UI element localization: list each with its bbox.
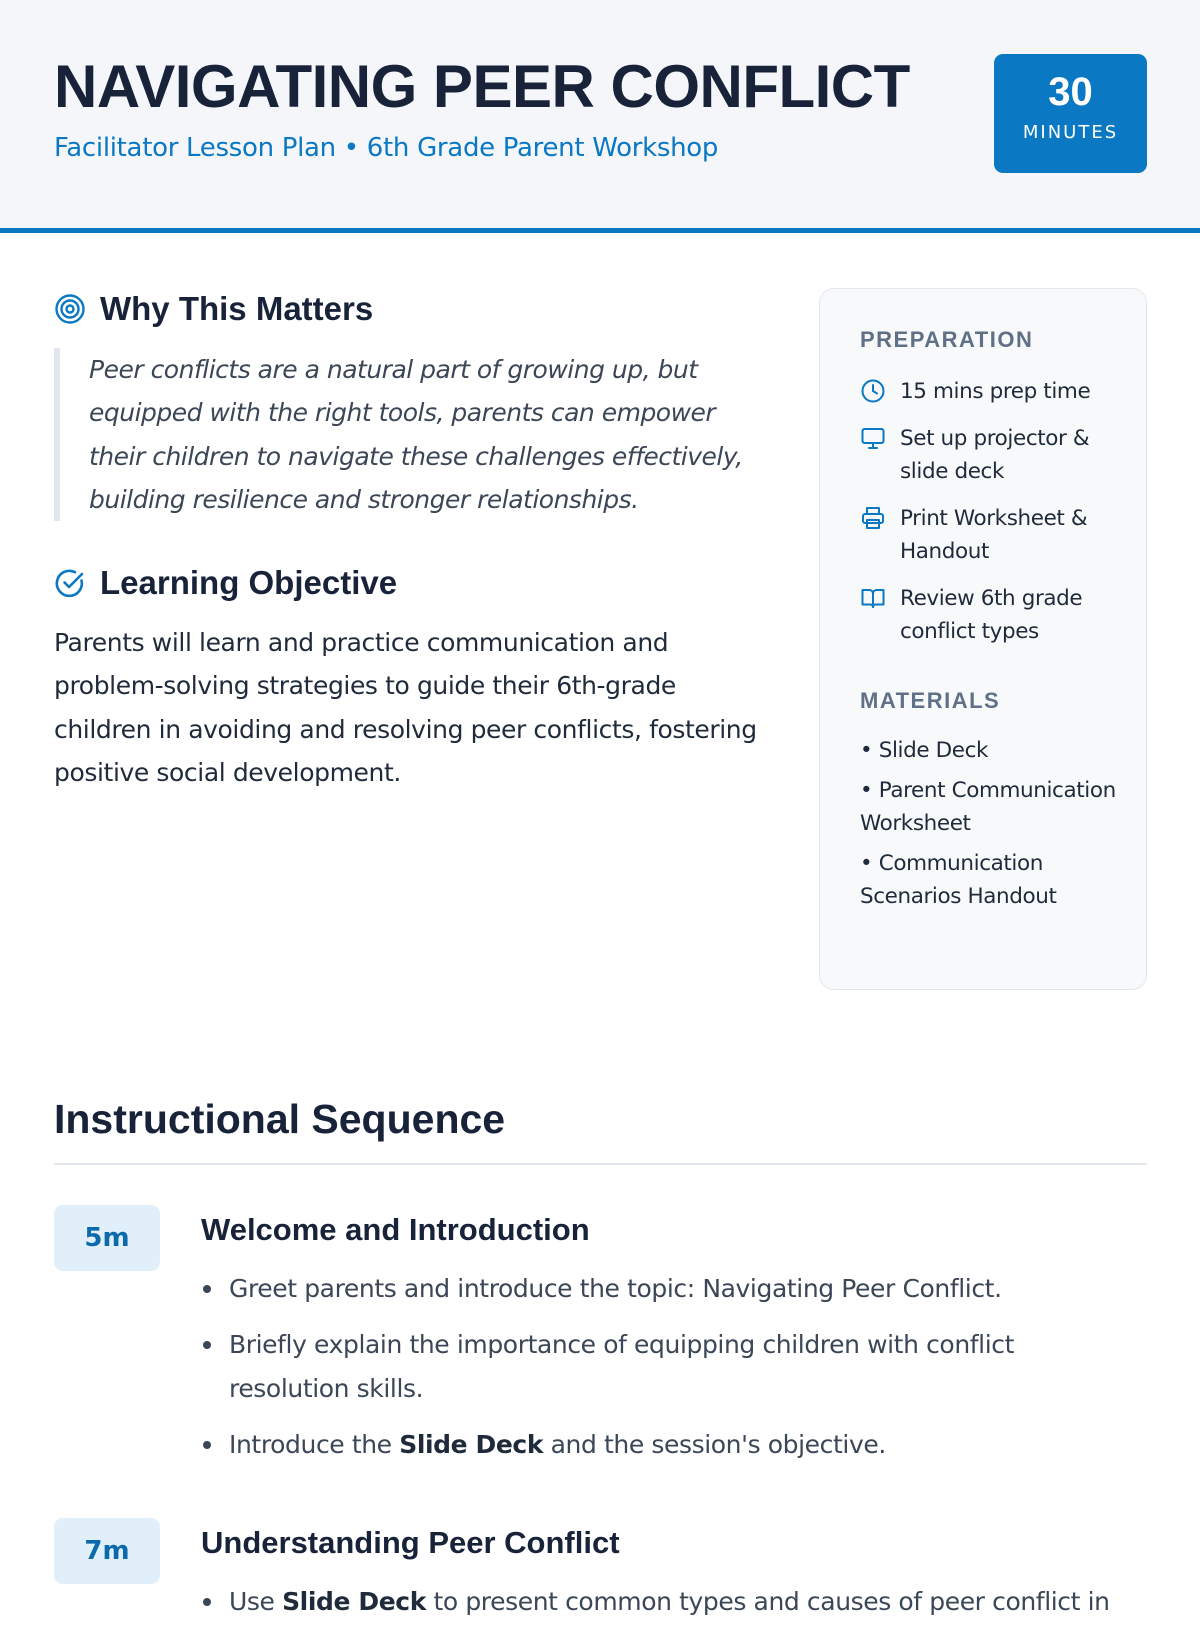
bullet-text: and the session's objective. <box>543 1429 886 1459</box>
materials-list <box>860 734 1126 913</box>
prep-text: Review 6th grade conflict types <box>900 586 1083 644</box>
objective-text: Parents will learn and practice communication and problem-solving strategies to guide their 6th-grade children in avoiding and resolving peer conflicts, fostering positive social development. <box>54 628 757 787</box>
printer-icon <box>860 505 886 531</box>
objective-section-heading <box>54 564 397 602</box>
sequence-title: Instructional Sequence <box>54 1096 506 1142</box>
step-time-badge: 7m <box>54 1518 160 1584</box>
divider <box>54 1163 1147 1165</box>
why-heading: Why This Matters <box>100 290 374 327</box>
prep-text: Print Worksheet & Handout <box>900 506 1088 564</box>
list-item: • Parent Communication Worksheet <box>860 778 1116 836</box>
preparation-sidebar <box>819 288 1147 990</box>
list-item <box>860 502 1126 568</box>
clock-icon <box>860 378 886 404</box>
objective-heading: Learning Objective <box>100 564 398 601</box>
bullet-text: to present common types and causes of peer conflict in <box>425 1587 1110 1616</box>
materials-heading: MATERIALS <box>860 688 1001 713</box>
check-circle-icon <box>54 567 86 599</box>
preparation-heading: PREPARATION <box>860 327 1034 352</box>
bullet-text: Greet parents and introduce the topic: Navigating Peer Conflict. <box>229 1274 1002 1303</box>
book-icon <box>860 585 886 611</box>
step-title: Welcome and Introduction <box>201 1212 590 1247</box>
list-item <box>860 582 1126 648</box>
list-item: • Slide Deck <box>860 738 989 763</box>
list-item <box>860 422 1126 488</box>
list-item <box>201 1323 1131 1410</box>
duration-value: 30 <box>1048 70 1093 114</box>
preparation-list <box>860 375 1126 648</box>
bullet-text: Introduce the <box>229 1429 400 1459</box>
page-subtitle: Facilitator Lesson Plan • 6th Grade Parent Workshop <box>54 133 719 163</box>
list-item <box>860 375 1126 408</box>
list-item <box>201 1580 1131 1623</box>
list-item: • Communication Scenarios Handout <box>860 851 1057 909</box>
why-quote: Peer conflicts are a natural part of growing up, but equipped with the right tools, parents can empower their children to navigate these challenges effectively, building resilience and stronger relationships. <box>54 348 774 521</box>
prep-text: 15 mins prep time <box>900 379 1091 404</box>
step-title: Understanding Peer Conflict <box>201 1525 620 1560</box>
page-header <box>0 0 1200 233</box>
step-time-badge: 5m <box>54 1205 160 1271</box>
prep-text: Set up projector & slide deck <box>900 426 1090 484</box>
page-title: NAVIGATING PEER CONFLICT <box>54 53 910 120</box>
why-section-heading <box>54 290 373 328</box>
list-item <box>201 1267 1131 1310</box>
bullet-bold-text: Slide Deck <box>282 1587 426 1616</box>
target-icon <box>54 293 86 325</box>
monitor-icon <box>860 425 886 451</box>
step-bullets <box>201 1267 1131 1479</box>
bullet-bold-text: Slide Deck <box>399 1429 544 1459</box>
bullet-text: Briefly explain the importance of equipping children with conflict resolution skills. <box>229 1330 1015 1403</box>
duration-unit: MINUTES <box>1022 122 1119 143</box>
bullet-text: Use <box>229 1587 283 1616</box>
list-item <box>201 1423 1131 1466</box>
duration-badge <box>994 54 1147 173</box>
step-bullets <box>201 1580 1131 1636</box>
